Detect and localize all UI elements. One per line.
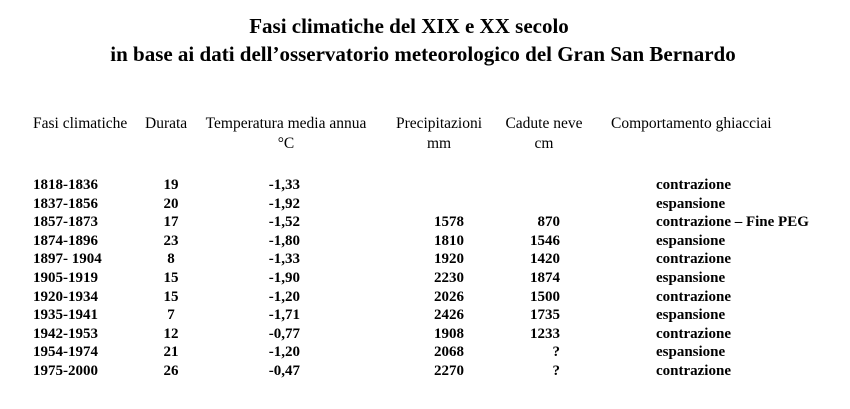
header-precipitation-label: Precipitazioni: [395, 115, 483, 132]
cell-glaciers: espansione: [656, 344, 726, 361]
cell-temperature: -1,80: [268, 232, 300, 249]
header-temperature-label: Temperatura media annua: [205, 115, 367, 132]
cell-precipitation: 1920: [434, 251, 464, 268]
cell-temperature: -1,20: [268, 344, 300, 361]
cell-temperature: -1,20: [268, 288, 300, 305]
cell-duration: 12: [163, 325, 179, 342]
page-subtitle: in base ai dati dell’osservatorio meteorologico del Gran San Bernardo: [110, 42, 736, 66]
cell-period: 1905-1919: [33, 270, 98, 286]
cell-period: 1837-1856: [33, 195, 98, 212]
cell-precipitation: 2230: [434, 270, 464, 286]
cell-temperature: -1,33: [268, 177, 300, 193]
table-row: [0, 306, 850, 325]
cell-glaciers: contrazione – Fine PEG: [656, 214, 809, 231]
table-row: [0, 176, 850, 195]
cell-duration: 8: [167, 251, 175, 268]
header-duration: Durata: [145, 115, 188, 132]
cell-precipitation: 1810: [434, 232, 464, 249]
table-row: [0, 213, 850, 232]
cell-snowfall: ?: [552, 344, 560, 361]
cell-temperature: -1,52: [268, 214, 300, 231]
cell-snowfall: 1546: [530, 232, 560, 249]
cell-snowfall: 1500: [530, 288, 560, 305]
cell-glaciers: contrazione: [656, 325, 731, 342]
cell-temperature: -0,47: [268, 363, 300, 379]
cell-temperature: -1,71: [268, 307, 300, 324]
cell-period: 1874-1896: [33, 232, 98, 249]
table-row: [0, 325, 850, 344]
cell-duration: 15: [163, 288, 179, 305]
table-row: [0, 343, 850, 362]
cell-temperature: -0,77: [268, 325, 300, 342]
cell-snowfall: 1874: [530, 270, 560, 286]
header-period: Fasi climatiche: [33, 115, 128, 132]
table-row: [0, 288, 850, 307]
header-temperature: [196, 114, 376, 154]
page-title: Fasi climatiche del XIX e XX secolo: [249, 14, 569, 38]
cell-period: 1857-1873: [33, 214, 98, 231]
header-temperature-unit: °C: [277, 135, 295, 152]
cell-glaciers: espansione: [656, 232, 726, 249]
cell-precipitation: 2426: [434, 307, 464, 324]
table-row: [0, 362, 850, 381]
cell-snowfall: 870: [537, 214, 560, 231]
cell-period: 1935-1941: [33, 307, 98, 324]
table-row: [0, 250, 850, 269]
header-glaciers: Comportamento ghiacciai: [611, 115, 772, 132]
cell-temperature: -1,92: [268, 195, 300, 212]
cell-duration: 20: [163, 195, 179, 212]
cell-period: 1920-1934: [33, 288, 98, 305]
cell-glaciers: espansione: [656, 307, 726, 324]
cell-duration: 23: [163, 232, 179, 249]
cell-temperature: -1,90: [268, 270, 300, 286]
table-row: [0, 195, 850, 214]
cell-period: 1818-1836: [33, 177, 98, 193]
cell-period: 1897- 1904: [33, 251, 102, 268]
cell-period: 1942-1953: [33, 325, 98, 342]
cell-duration: 15: [163, 270, 179, 286]
header-precipitation-unit: mm: [426, 135, 452, 152]
header-snowfall: [496, 114, 592, 154]
cell-duration: 26: [163, 363, 179, 379]
cell-duration: 19: [163, 177, 179, 193]
cell-precipitation: 2270: [434, 363, 464, 379]
cell-duration: 7: [167, 307, 175, 324]
cell-precipitation: 2068: [434, 344, 464, 361]
cell-glaciers: contrazione: [656, 251, 731, 268]
cell-snowfall: 1420: [530, 251, 560, 268]
cell-snowfall: 1233: [530, 325, 560, 342]
cell-precipitation: 2026: [434, 288, 464, 305]
cell-snowfall: 1735: [530, 307, 560, 324]
header-precipitation: [386, 114, 492, 154]
cell-temperature: -1,33: [268, 251, 300, 268]
cell-glaciers: contrazione: [656, 177, 731, 193]
cell-period: 1975-2000: [33, 363, 98, 379]
cell-glaciers: espansione: [656, 270, 726, 286]
header-snowfall-label: Cadute neve: [505, 115, 583, 132]
header-snowfall-unit: cm: [534, 135, 554, 152]
cell-duration: 17: [163, 214, 179, 231]
cell-period: 1954-1974: [33, 344, 98, 361]
cell-snowfall: ?: [552, 363, 560, 379]
cell-precipitation: 1578: [434, 214, 464, 231]
cell-glaciers: contrazione: [656, 363, 731, 379]
table-row: [0, 269, 850, 288]
table-row: [0, 232, 850, 251]
cell-duration: 21: [163, 344, 179, 361]
cell-glaciers: espansione: [656, 195, 726, 212]
cell-glaciers: contrazione: [656, 288, 731, 305]
cell-precipitation: 1908: [434, 325, 464, 342]
